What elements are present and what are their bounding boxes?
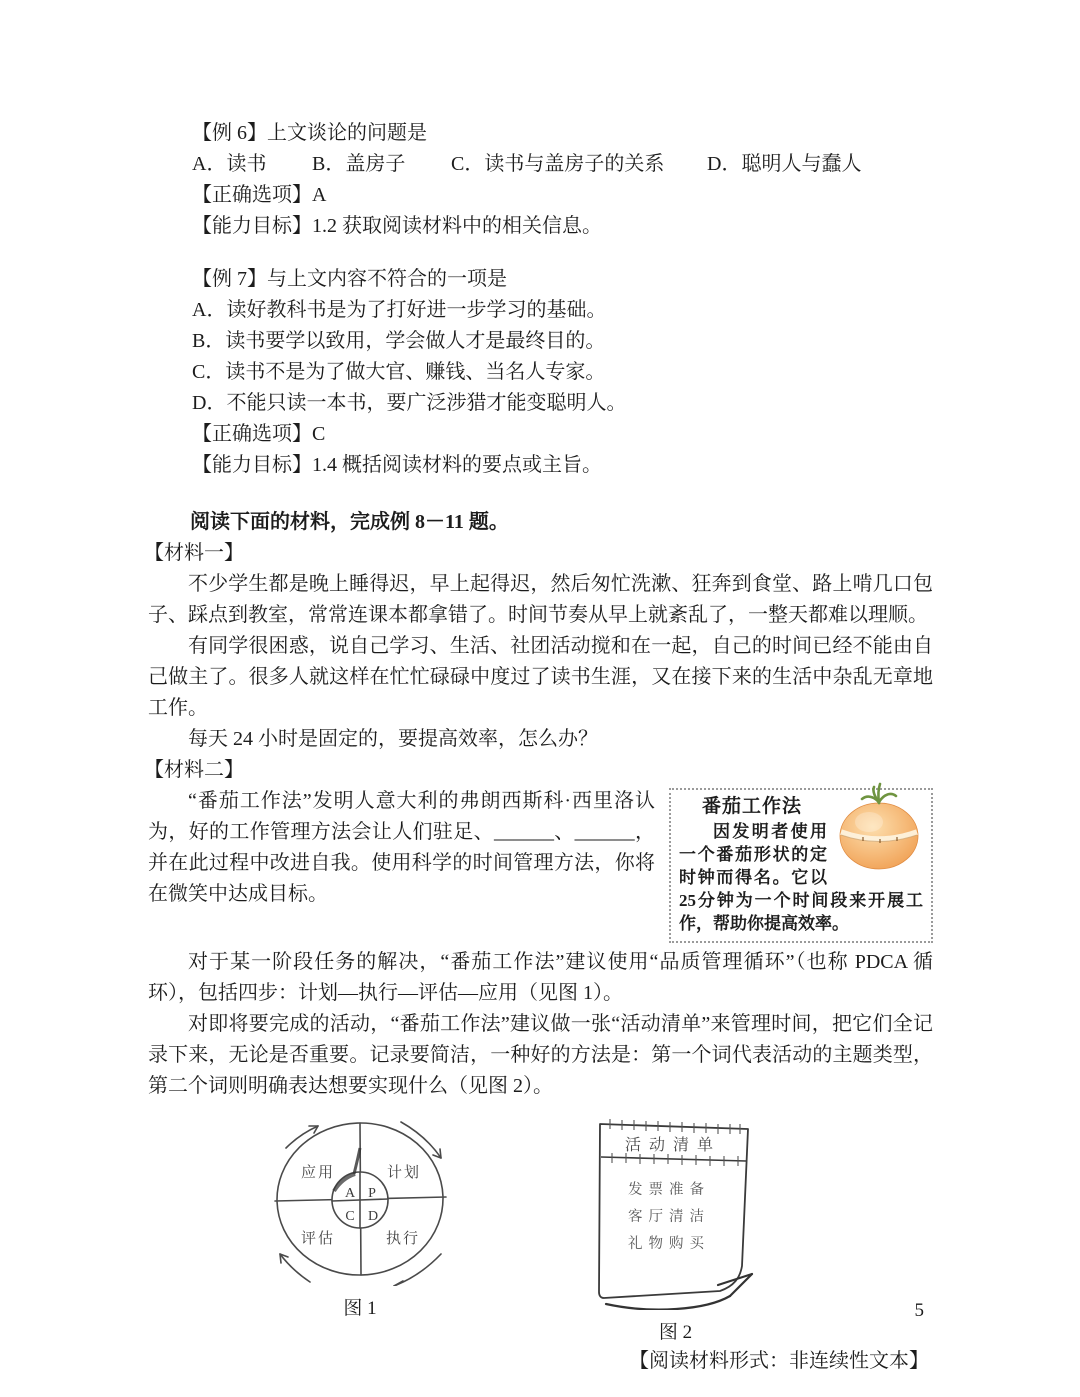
page-number: 5 <box>914 1300 924 1321</box>
example6-block <box>148 118 933 242</box>
example6-option-b: B．盖房子 <box>312 153 406 175</box>
example6-options <box>192 149 933 180</box>
example6-answer: 【正确选项】A <box>192 184 327 206</box>
activity-item-1: 发票准备 <box>628 1182 710 1198</box>
example7-ability: 【能力目标】1.4 概括阅读材料的要点或主旨。 <box>192 454 602 476</box>
example7-option-b: B．读书要学以致用，学会做人才是最终目的。 <box>192 330 606 352</box>
example7-option-c: C．读书不是为了做大官、赚钱、当名人专家。 <box>192 361 606 383</box>
inner-letter-p: P <box>368 1186 376 1201</box>
activity-list-title: 活动清单 <box>624 1137 722 1154</box>
activity-item-2: 客厅清洁 <box>628 1209 710 1225</box>
inner-letter-d: D <box>367 1209 379 1224</box>
infobox-body: 因发明者使用一个番茄形状的定时钟而得名。它以25分钟为一个时间段来开展工作，帮助你提高效率。 <box>679 822 923 933</box>
example6-ability: 【能力目标】1.2 获取阅读材料中的相关信息。 <box>192 215 602 237</box>
material1-paragraph-3: 每天 24 小时是固定的，要提高效率，怎么办？ <box>188 728 598 750</box>
material2-paragraph-1: “番茄工作法”发明人意大利的弗朗西斯科·西里洛认为，好的工作管理方法会让人们驻足、______、______，并在此过程中改进自我。使用科学的时间管理方法，你将在微笑中达成目标。 <box>148 790 655 905</box>
example6-option-c: C．读书与盖房子的关系 <box>451 153 665 175</box>
tomato-timer-illustration <box>829 782 929 874</box>
material1-label: 【材料一】 <box>144 542 244 564</box>
material-form-note: 【阅读材料形式：非连续性文本】 <box>629 1350 929 1372</box>
inner-letter-c: C <box>345 1209 355 1224</box>
pdca-cycle-diagram <box>260 1108 460 1286</box>
activity-list-sketch <box>568 1108 783 1310</box>
example6-option-a: A．读书 <box>192 153 267 175</box>
example7-option-a: A．读好教科书是为了打好进一步学习的基础。 <box>192 299 607 321</box>
figure2-activity-list <box>568 1108 783 1346</box>
example6-option-d: D．聪明人与蠢人 <box>707 153 862 175</box>
example7-block <box>148 264 933 481</box>
material2-label: 【材料二】 <box>144 759 244 781</box>
quadrant-plan-label: 计划 <box>386 1165 422 1181</box>
material1-paragraph-2: 有同学很困惑，说自己学习、生活、社团活动搅和在一起，自己的时间已经不能由自己做主了。很多人就这样在忙忙碌碌中度过了读书生涯，又在接下来的生活中杂乱无章地工作。 <box>148 635 933 719</box>
pomodoro-infobox <box>669 788 933 943</box>
figure1-pdca-cycle <box>260 1108 460 1346</box>
quadrant-apply-label: 应用 <box>300 1165 336 1181</box>
material2-body <box>148 786 933 1102</box>
quadrant-check-label: 评估 <box>300 1231 336 1247</box>
reading-task-heading: 阅读下面的材料，完成例 8－11 题。 <box>190 511 509 533</box>
material2-paragraph-3: 对即将要完成的活动，“番茄工作法”建议做一张“活动清单”来管理时间，把它们全记录下来，无论是否重要。记录要简洁，一种好的方法是：第一个词代表活动的主题类型，第二个词则明确表达想要实现什么（见图 2）。 <box>148 1013 933 1097</box>
figure2-caption: 图 2 <box>658 1322 693 1343</box>
example6-title: 【例 6】上文谈论的问题是 <box>192 122 427 144</box>
example7-option-d: D．不能只读一本书，要广泛涉猎才能变聪明人。 <box>192 392 627 414</box>
figure1-caption: 图 1 <box>343 1298 377 1319</box>
quadrant-do-label: 执行 <box>385 1231 421 1247</box>
material1-paragraph-1: 不少学生都是晚上睡得迟，早上起得迟，然后匆忙洗漱、狂奔到食堂、路上啃几口包子、踩点到教室，常常连课本都拿错了。时间节奏从早上就紊乱了，一整天都难以理顺。 <box>148 573 933 626</box>
activity-item-3: 礼物购买 <box>628 1236 710 1252</box>
inner-letter-a: A <box>344 1186 356 1201</box>
example7-answer: 【正确选项】C <box>192 423 326 445</box>
infobox-title: 番茄工作法 <box>701 796 802 817</box>
example7-title: 【例 7】与上文内容不符合的一项是 <box>192 268 507 290</box>
figures-row <box>260 1108 933 1346</box>
material2-paragraph-2: 对于某一阶段任务的解决，“番茄工作法”建议使用“品质管理循环”（也称 PDCA 循环），包括四步：计划—执行—评估—应用（见图 1）。 <box>148 951 933 1004</box>
